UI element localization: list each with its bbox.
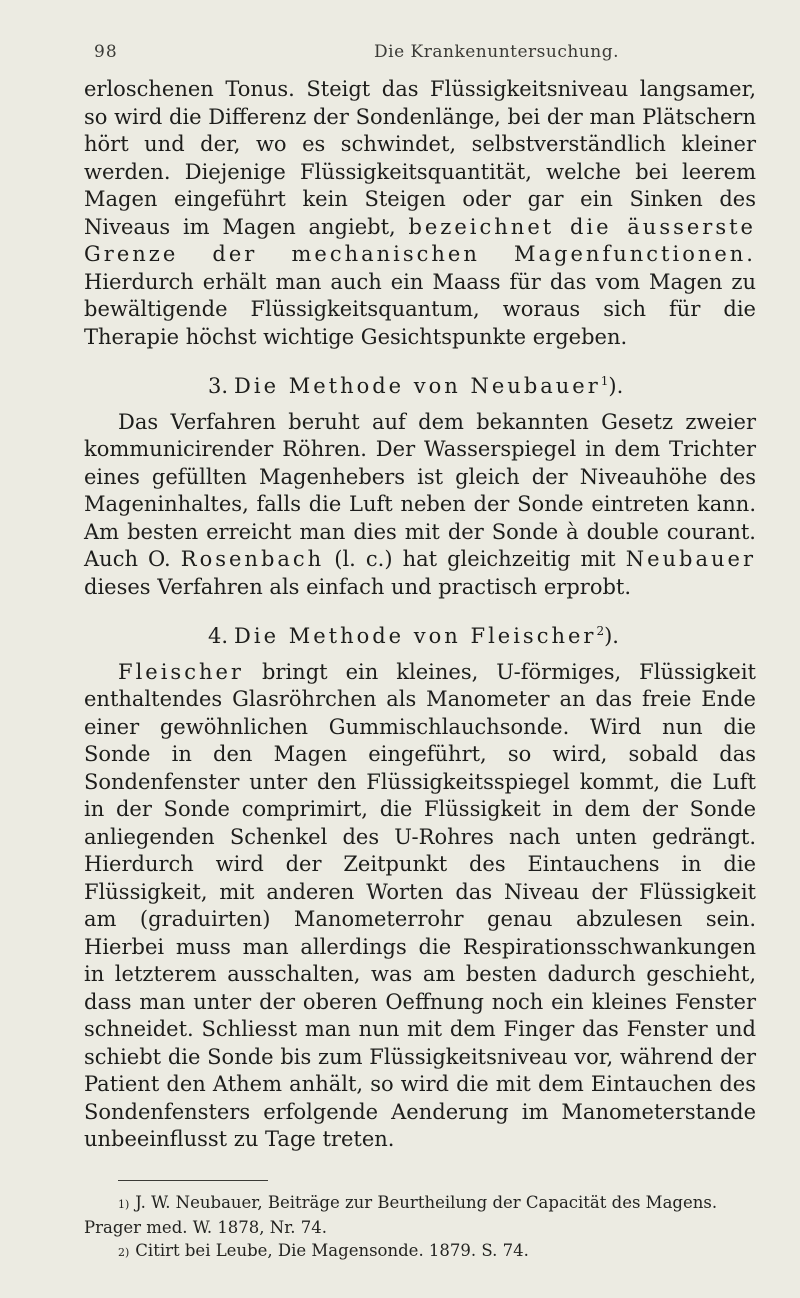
page-number: 98 [94, 42, 118, 62]
footnote-2-mark: 2) [118, 1245, 130, 1259]
emphasized-phrase: bezeichnet die äusserste Grenze der mechanischen Magenfunctionen. [84, 214, 756, 266]
running-title: Die Krankenuntersuchung. [374, 42, 619, 62]
body-text [84, 76, 756, 1154]
section-3-text-end: dieses Verfahren als einfach und practisch erprobt. [84, 574, 632, 599]
footnote-1-continuation: Prager med. W. 1878, Nr. 74. [84, 1217, 328, 1237]
author-name-neubauer: Neubauer [625, 547, 756, 571]
section-3-paragraph [84, 409, 756, 602]
paragraph-1-text-end: Hierdurch erhält man auch ein Maass für das vom Magen zu bewältigende Flüssigkeitsquantum, woraus sich für die Therapie höchst wichtige Gesichtspunkte ergeben. [84, 269, 756, 349]
footnote-2-text: Citirt bei Leube, Die Magensonde. 1879. S. 74. [135, 1240, 529, 1260]
footnote-1-mark: 1) [118, 1197, 130, 1211]
section-3-text-start: Das Verfahren beruht auf dem bekannten Gesetz zweier kommunicirender Röhren. Der Wasserspiegel in dem Trichter eines gefüllten Magenhebers ist gleich der Niveauhöhe des Mageninhaltes, falls die Luft neben der Sonde eintreten kann. Am besten erreicht man dies mit der Sonde à double courant. Auch O. [84, 409, 756, 571]
paragraph-1-text: erloschenen Tonus. Steigt das Flüssigkeitsniveau langsamer, so wird die Differenz der Sondenlänge, bei der man Plätschern hört und der, wo es schwindet, selbstverständlich kleiner werden. Diejenige Flüssigkeitsquantität, welche bei leerem Magen eingeführt kein Steigen oder gar ein Sinken des Niveaus im Magen angiebt, [84, 77, 756, 239]
section-4-title: Die Methode von Fleischer [234, 624, 597, 648]
footnotes [84, 1191, 756, 1264]
section-4-paragraph [84, 659, 756, 1154]
footnote-divider [118, 1180, 268, 1181]
section-3-title: Die Methode von Neubauer [234, 374, 601, 398]
section-3-text-middle: (l. c.) hat gleichzeitig mit [324, 547, 616, 571]
section-4-text: bringt ein kleines, U-förmiges, Flüssigkeit enthaltendes Glasröhrchen als Manometer an das freie Ende einer gewöhnlichen Gummischlauchsonde. Wird nun die Sonde in den Magen eingeführt, so wird, sobald das Sondenfenster unter den Flüssigkeitsspiegel kommt, die Luft in der Sonde comprimirt, die Flüssigkeit in dem der Sonde anliegenden Schenkel des U-Rohres nach unten gedrängt. Hierdurch wird der Zeitpunkt des Eintauchens in die Flüssigkeit, mit anderen Worten das Niveau der Flüssigkeit am (graduirten) Manometerrohr genau abzulesen sein. Hierbei muss man allerdings die Respirationsschwankungen in letzterem ausschalten, was am besten dadurch geschieht, dass man unter der oberen Oeffnung noch ein kleines Fenster schneidet. Schliesst man nun mit dem Finger das Fenster und schiebt die Sonde bis zum Flüssigkeitsniveau vor, während der Patient den Athem anhält, so wird die mit dem Eintauchen des Sondenfensters erfolgende Aenderung im Manometerstande unbeeinflusst zu Tage treten. [84, 659, 756, 1151]
section-4-closing: ). [604, 624, 619, 648]
footnote-2 [84, 1239, 756, 1264]
running-head [84, 32, 756, 66]
paragraph-continuation [84, 76, 756, 351]
footnote-1 [84, 1191, 756, 1216]
section-4-heading [84, 623, 756, 651]
section-3-number: 3. [208, 374, 229, 398]
author-name-fleischer: Fleischer [118, 659, 244, 684]
section-3-closing: ). [608, 374, 624, 398]
section-3-heading [84, 373, 756, 401]
footnote-ref-2: 2 [596, 624, 605, 638]
footnote-1-text: J. W. Neubauer, Beiträge zur Beurtheilung der Capacität des Magens. [135, 1192, 718, 1212]
footnote-ref-1: 1 [600, 374, 609, 388]
author-name-rosenbach: Rosenbach [180, 547, 325, 571]
section-4-number: 4. [208, 624, 229, 648]
